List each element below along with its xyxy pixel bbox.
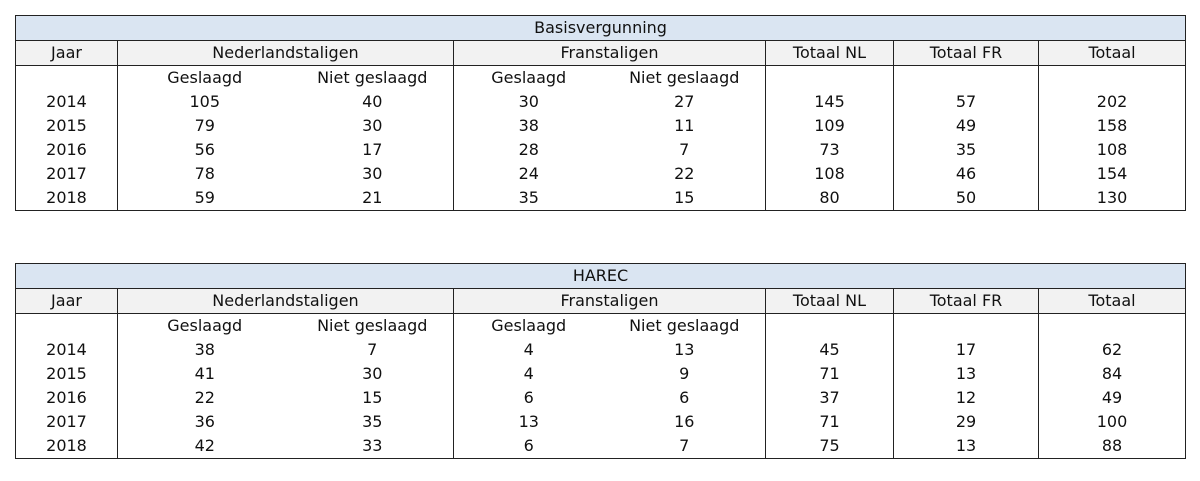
- cell-totaal-nl: 145: [766, 90, 894, 114]
- cell-fr-geslaagd: 6: [454, 434, 604, 459]
- cell-totaal: 88: [1039, 434, 1186, 459]
- cell-totaal-nl: 73: [766, 138, 894, 162]
- cell-jaar: 2016: [16, 386, 118, 410]
- table-row: [16, 162, 1186, 186]
- header-jaar: Jaar: [16, 289, 118, 314]
- table-row: [16, 386, 1186, 410]
- header-totaal: Totaal: [1039, 41, 1186, 66]
- header-franstaligen: Franstaligen: [454, 289, 766, 314]
- cell-nl-niet-geslaagd: 7: [292, 338, 454, 362]
- subheader-nl-geslaagd: Geslaagd: [118, 314, 292, 339]
- cell-totaal: 62: [1039, 338, 1186, 362]
- cell-nl-niet-geslaagd: 33: [292, 434, 454, 459]
- cell-totaal-fr: 35: [894, 138, 1039, 162]
- subheader-empty: [1039, 314, 1186, 339]
- cell-fr-geslaagd: 13: [454, 410, 604, 434]
- cell-totaal: 108: [1039, 138, 1186, 162]
- cell-fr-niet-geslaagd: 7: [604, 138, 766, 162]
- table-row: [16, 362, 1186, 386]
- cell-fr-niet-geslaagd: 13: [604, 338, 766, 362]
- cell-nl-geslaagd: 22: [118, 386, 292, 410]
- subheader-empty: [1039, 66, 1186, 91]
- cell-nl-niet-geslaagd: 15: [292, 386, 454, 410]
- subheader-nl-geslaagd: Geslaagd: [118, 66, 292, 91]
- table-title: HAREC: [16, 264, 1186, 289]
- cell-totaal-fr: 17: [894, 338, 1039, 362]
- cell-fr-niet-geslaagd: 22: [604, 162, 766, 186]
- cell-fr-niet-geslaagd: 6: [604, 386, 766, 410]
- cell-fr-niet-geslaagd: 15: [604, 186, 766, 211]
- cell-totaal: 84: [1039, 362, 1186, 386]
- cell-fr-niet-geslaagd: 7: [604, 434, 766, 459]
- cell-totaal: 49: [1039, 386, 1186, 410]
- subheader-nl-niet-geslaagd: Niet geslaagd: [292, 66, 454, 91]
- cell-nl-niet-geslaagd: 35: [292, 410, 454, 434]
- basisvergunning-table: [15, 15, 1186, 211]
- subheader-empty: [16, 314, 118, 339]
- subheader-nl-niet-geslaagd: Niet geslaagd: [292, 314, 454, 339]
- cell-fr-geslaagd: 4: [454, 338, 604, 362]
- cell-totaal-nl: 80: [766, 186, 894, 211]
- cell-jaar: 2017: [16, 162, 118, 186]
- cell-totaal-nl: 45: [766, 338, 894, 362]
- header-totaal: Totaal: [1039, 289, 1186, 314]
- cell-fr-geslaagd: 4: [454, 362, 604, 386]
- header-jaar: Jaar: [16, 41, 118, 66]
- cell-totaal: 154: [1039, 162, 1186, 186]
- table-row: [16, 114, 1186, 138]
- table-row: [16, 138, 1186, 162]
- cell-jaar: 2014: [16, 338, 118, 362]
- cell-nl-geslaagd: 56: [118, 138, 292, 162]
- cell-fr-geslaagd: 28: [454, 138, 604, 162]
- cell-totaal-fr: 13: [894, 362, 1039, 386]
- cell-nl-niet-geslaagd: 21: [292, 186, 454, 211]
- cell-totaal-nl: 108: [766, 162, 894, 186]
- cell-totaal-fr: 57: [894, 90, 1039, 114]
- cell-totaal-fr: 46: [894, 162, 1039, 186]
- header-totaal-nl: Totaal NL: [766, 289, 894, 314]
- cell-totaal-fr: 12: [894, 386, 1039, 410]
- cell-fr-geslaagd: 30: [454, 90, 604, 114]
- header-franstaligen: Franstaligen: [454, 41, 766, 66]
- cell-totaal: 202: [1039, 90, 1186, 114]
- cell-totaal-nl: 37: [766, 386, 894, 410]
- table-row: [16, 434, 1186, 459]
- cell-nl-geslaagd: 38: [118, 338, 292, 362]
- cell-nl-niet-geslaagd: 30: [292, 162, 454, 186]
- cell-jaar: 2014: [16, 90, 118, 114]
- subheader-fr-niet-geslaagd: Niet geslaagd: [604, 314, 766, 339]
- cell-totaal-fr: 49: [894, 114, 1039, 138]
- cell-fr-niet-geslaagd: 27: [604, 90, 766, 114]
- table-body: [16, 90, 1186, 211]
- cell-totaal-nl: 109: [766, 114, 894, 138]
- cell-nl-geslaagd: 78: [118, 162, 292, 186]
- subheader-empty: [894, 66, 1039, 91]
- cell-jaar: 2016: [16, 138, 118, 162]
- cell-totaal: 100: [1039, 410, 1186, 434]
- cell-totaal-nl: 71: [766, 362, 894, 386]
- subheader-empty: [766, 314, 894, 339]
- subheader-empty: [894, 314, 1039, 339]
- cell-totaal-fr: 13: [894, 434, 1039, 459]
- cell-jaar: 2018: [16, 186, 118, 211]
- subheader-fr-geslaagd: Geslaagd: [454, 314, 604, 339]
- header-totaal-fr: Totaal FR: [894, 41, 1039, 66]
- cell-nl-geslaagd: 79: [118, 114, 292, 138]
- cell-nl-niet-geslaagd: 40: [292, 90, 454, 114]
- header-nederlandstaligen: Nederlandstaligen: [118, 289, 454, 314]
- cell-totaal: 158: [1039, 114, 1186, 138]
- cell-jaar: 2015: [16, 114, 118, 138]
- harec-table: [15, 263, 1186, 459]
- cell-totaal-nl: 71: [766, 410, 894, 434]
- table-body: [16, 338, 1186, 459]
- cell-fr-geslaagd: 38: [454, 114, 604, 138]
- cell-jaar: 2015: [16, 362, 118, 386]
- cell-totaal-nl: 75: [766, 434, 894, 459]
- cell-totaal: 130: [1039, 186, 1186, 211]
- cell-fr-geslaagd: 24: [454, 162, 604, 186]
- cell-nl-geslaagd: 59: [118, 186, 292, 211]
- cell-fr-geslaagd: 6: [454, 386, 604, 410]
- subheader-empty: [16, 66, 118, 91]
- table-title: Basisvergunning: [16, 16, 1186, 41]
- header-totaal-fr: Totaal FR: [894, 289, 1039, 314]
- cell-totaal-fr: 29: [894, 410, 1039, 434]
- cell-fr-niet-geslaagd: 9: [604, 362, 766, 386]
- cell-nl-niet-geslaagd: 17: [292, 138, 454, 162]
- cell-nl-geslaagd: 105: [118, 90, 292, 114]
- subheader-empty: [766, 66, 894, 91]
- cell-nl-niet-geslaagd: 30: [292, 362, 454, 386]
- table-row: [16, 90, 1186, 114]
- cell-jaar: 2018: [16, 434, 118, 459]
- cell-nl-geslaagd: 36: [118, 410, 292, 434]
- cell-fr-niet-geslaagd: 11: [604, 114, 766, 138]
- table-row: [16, 410, 1186, 434]
- table-row: [16, 338, 1186, 362]
- table-row: [16, 186, 1186, 211]
- subheader-fr-niet-geslaagd: Niet geslaagd: [604, 66, 766, 91]
- cell-nl-geslaagd: 42: [118, 434, 292, 459]
- cell-nl-niet-geslaagd: 30: [292, 114, 454, 138]
- cell-nl-geslaagd: 41: [118, 362, 292, 386]
- cell-totaal-fr: 50: [894, 186, 1039, 211]
- cell-fr-geslaagd: 35: [454, 186, 604, 211]
- header-totaal-nl: Totaal NL: [766, 41, 894, 66]
- subheader-fr-geslaagd: Geslaagd: [454, 66, 604, 91]
- cell-fr-niet-geslaagd: 16: [604, 410, 766, 434]
- cell-jaar: 2017: [16, 410, 118, 434]
- header-nederlandstaligen: Nederlandstaligen: [118, 41, 454, 66]
